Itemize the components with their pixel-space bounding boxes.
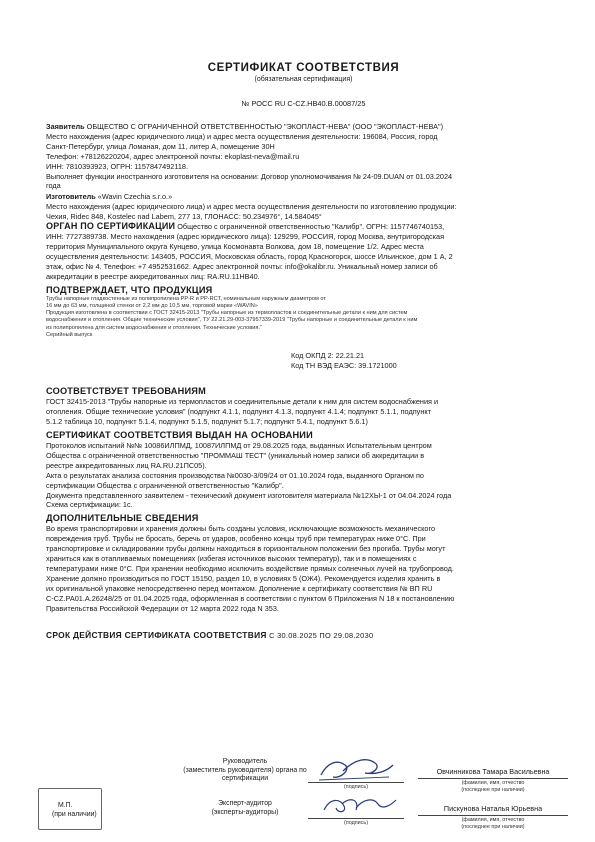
- requirements-block: [46, 386, 561, 427]
- requirements-heading: СООТВЕТСТВУЕТ ТРЕБОВАНИЯМ: [46, 386, 206, 397]
- head-signature-line: [308, 782, 404, 783]
- expert-signature-caption: (подпись): [344, 820, 368, 826]
- head-name: Овчинникова Тамара Васильевна: [436, 767, 550, 776]
- manufacturer-line: Чехия, Ridec 848, Kostelec nad Labem, 277 13, ГЛОНАСС: 50.234976°, 14.584045°: [46, 212, 322, 222]
- stamp-note: [52, 801, 97, 819]
- additional-line: Хранение должно производиться по ГОСТ 15150, раздел 10, в условиях 5 (ОЖ4). Рекомендуется изделия хранить в: [46, 573, 441, 583]
- product-line: Продукция изготовлена в соответствии с ГОСТ 32415-2013 "Трубы напорные из термопластов и соединительные детали к ним для систем: [46, 310, 408, 317]
- product-line: Серийный выпуск: [46, 331, 93, 338]
- validity-line: [46, 630, 561, 640]
- applicant-label: Заявитель: [46, 122, 85, 131]
- cert-body-line: ИНН: 7727389738. Место нахождения (адрес юридического лица): 129299, РОССИЯ, город Москва, внутригородская: [46, 231, 445, 241]
- cert-body-line: этаж, офис № 4. Телефон: +7 4952531662. Адрес электронной почты: info@okalibr.ru. Уникальный номер записи об: [46, 261, 438, 271]
- okpd-code: Код ОКПД 2: 22.21.21: [291, 351, 365, 361]
- expert-role-line: Эксперт-аудитор: [218, 800, 272, 807]
- stamp-note-line: (при наличии): [52, 811, 97, 818]
- basis-line: Общества с ограниченной ответственностью "ПРОММАШ ТЕСТ" (уникальный номер записи об аккредитации в: [46, 450, 425, 460]
- basis-heading: СЕРТИФИКАТ СООТВЕТСТВИЯ ВЫДАН НА ОСНОВАНИИ: [46, 430, 313, 440]
- requirements-line: 5.1.2 таблица 10, подпункт 5.1.4, подпункт 5.1.5, подпункт 5.1.7; подпункт 5.4.1, подпункт 5.6.1): [46, 417, 368, 427]
- requirements-line: ГОСТ 32415-2013 "Трубы напорные из термопластов и соединительные детали к ним для систем водоснабжения и: [46, 397, 439, 407]
- additional-block: [46, 513, 561, 613]
- expert-signature: [320, 790, 400, 820]
- tnved-code: Код ТН ВЭД ЕАЭС: 39.1721000: [291, 361, 397, 371]
- additional-line: Правительства Российской Федерации от 12 марта 2022 года N 353.: [46, 603, 279, 613]
- product-block: [46, 285, 561, 340]
- cert-body-label: ОРГАН ПО СЕРТИФИКАЦИИ: [46, 221, 176, 232]
- basis-block: [46, 430, 561, 510]
- additional-line: C-CZ.РА01.А.26248/25 от 01.04.2025 года, оформленная в соответствии с пунктом 6 Приложения N 18 к постановлению: [46, 593, 455, 603]
- certificate-title: СЕРТИФИКАТ СООТВЕТСТВИЯ: [207, 62, 400, 74]
- certificate-number: № РОСС RU C-CZ.HB40.B.00087/25: [241, 99, 366, 108]
- head-name-caption-line: (последнее при наличии): [461, 786, 525, 793]
- additional-line: температурами ниже 0°С. При хранении необходимо исключить воздействие прямых солнечных лучей на трубопровод.: [46, 563, 454, 573]
- manufacturer-name: «Wavin Czechia s.r.o.»: [95, 192, 173, 202]
- head-role-line: сертификации: [221, 775, 269, 783]
- product-line: Трубы напорные гладкостенные из полипропилена PP-R и PP-RCT, номинальным наружным диаметром от: [46, 295, 326, 302]
- stamp-note-line: М.П.: [58, 802, 73, 809]
- additional-line: их оригинальной упаковке непосредственно перед монтажом. Дополнение к сертификату соответствия № ВП RU: [46, 583, 433, 593]
- requirements-line: отопления. Общие технические условия" (подпункт 4.1.1, подпункт 4.1.3, подпункт 4.1.4; подпункт 5.1.1, подпункт: [46, 407, 431, 417]
- cert-body-block: [46, 222, 561, 281]
- cert-body-line: аккредитации в реестре аккредитованных лиц: RA.RU.11НВ40.: [46, 271, 260, 281]
- head-name-caption: [418, 780, 568, 793]
- head-signature-caption: (подпись): [344, 784, 368, 790]
- head-name-caption-line: (фамилия, имя, отчество: [461, 780, 525, 786]
- head-signature: [315, 753, 397, 785]
- expert-name: Пискунова Наталья Юрьевна: [443, 804, 543, 813]
- expert-name-caption: [418, 817, 568, 830]
- basis-line: Протоколов испытаний №№ 10086ИЛПМД, 10087ИЛПМД от 29.08.2025 года, выданных Испытательным центром: [46, 441, 432, 450]
- expert-role: [190, 800, 300, 817]
- validity-label: СРОК ДЕЙСТВИЯ СЕРТИФИКАТА СООТВЕТСТВИЯ: [46, 629, 267, 640]
- product-codes: [291, 351, 561, 371]
- basis-line: Схема сертификации: 1с.: [46, 500, 133, 510]
- additional-heading: ДОПОЛНИТЕЛЬНЫЕ СВЕДЕНИЯ: [46, 513, 199, 524]
- applicant-line: ИНН: 7810393923, ОГРН: 1157847492118.: [46, 161, 188, 171]
- manufacturer-line: Место нахождения (адрес юридического лица) и адрес места осуществления деятельности по изготовлению продукции:: [46, 202, 457, 212]
- product-line: 16 мм до 63 мм, толщиной стенки от 2,2 мм до 10,5 мм, торговой марки «WAVIN»: [46, 302, 258, 309]
- manufacturer-block: [46, 192, 561, 222]
- product-line: из полипропилена для систем водоснабжения и отопления. Технические условия.": [46, 324, 262, 331]
- applicant-line: Место нахождения (адрес юридического лица) и адрес места осуществления деятельности: 196084, Россия, город: [46, 131, 438, 141]
- basis-line: Акта о результатах анализа состояния производства №0030-3/09/24 от 01.10.2024 года, выданного Органом по: [46, 470, 424, 480]
- additional-line: транспортировке и складировании трубы должны находиться в горизонтальном положении без прогиба. Трубы могут: [46, 544, 446, 554]
- applicant-line: Выполняет функции иностранного изготовителя на основании: Договор уполномочивания № 24-09.DUAN от 01.03.2024: [46, 171, 453, 181]
- expert-role-line: (эксперты-аудиторы): [211, 808, 279, 816]
- head-role-line: (заместитель руководителя) органа по: [183, 766, 307, 774]
- cert-body-line: Общество с ограниченной ответственностью "Калибр". ОГРН: 1157746740153,: [175, 222, 445, 232]
- additional-line: Во время транспортировки и хранения должны быть созданы условия, исключающие возможность механического: [46, 524, 436, 534]
- additional-line: храниться как в отапливаемых помещениях (избегая источников высоких температур), так и в помещениях с: [46, 554, 417, 564]
- product-line: водоснабжения и отопления. Общие технические условия", ТУ 22.21.29-003-37957339-2019 "Трубы напорные и соединительные детали к ним: [46, 317, 418, 324]
- head-name-line: [418, 778, 568, 779]
- expert-name-line: [418, 815, 568, 816]
- expert-signature-line: [308, 818, 404, 819]
- basis-line: реестре аккредитованных лиц RA.RU.21ПС05).: [46, 460, 207, 470]
- head-role-line: Руководитель: [222, 758, 268, 765]
- basis-line: сертификации Общества с ограниченной ответственностью "Калибр".: [46, 480, 284, 490]
- expert-name-caption-line: (фамилия, имя, отчество: [461, 817, 525, 823]
- manufacturer-label: Изготовитель: [46, 192, 96, 202]
- cert-body-line: территория Муниципального округа Кунцево, улица Космонавта Волкова, дом 18, помещение 1/2. Адрес места: [46, 241, 424, 251]
- validity-dates: С 30.08.2025 ПО 29.08.2030: [266, 630, 374, 640]
- applicant-line: года: [46, 181, 61, 191]
- expert-name-caption-line: (последнее при наличии): [461, 823, 525, 830]
- applicant-line: Санкт-Петербург, улица Ломаная, дом 11, литер А, помещение 30Н: [46, 141, 275, 151]
- applicant-block: [46, 122, 561, 191]
- product-heading: ПОДТВЕРЖДАЕТ, ЧТО ПРОДУКЦИЯ: [46, 284, 213, 295]
- certificate-subtitle: (обязательная сертификация): [254, 76, 353, 83]
- cert-body-line: осуществления деятельности: 143405, РОССИЯ, Московская область, город Красногорск, шоссе Ильинское, дом 1 А, 2: [46, 251, 453, 261]
- head-role: [185, 758, 305, 784]
- basis-line: Документа представленного заявителем - технический документ изготовителя материала №12ХЫ-1 от 04.04.2024 года: [46, 490, 452, 500]
- applicant-line: Телефон: +78126220204, адрес электронной почты: ekoplast-neva@mail.ru: [46, 151, 300, 161]
- applicant-name: ОБЩЕСТВО С ОГРАНИЧЕННОЙ ОТВЕТСТВЕННОСТЬЮ "ЭКОПЛАСТ-НЕВА" (ООО "ЭКОПЛАСТ-НЕВА"): [84, 122, 444, 131]
- additional-line: повреждения труб. Трубы не бросать, беречь от ударов, особенно концы труб при температурах ниже 0°С. При: [46, 534, 426, 544]
